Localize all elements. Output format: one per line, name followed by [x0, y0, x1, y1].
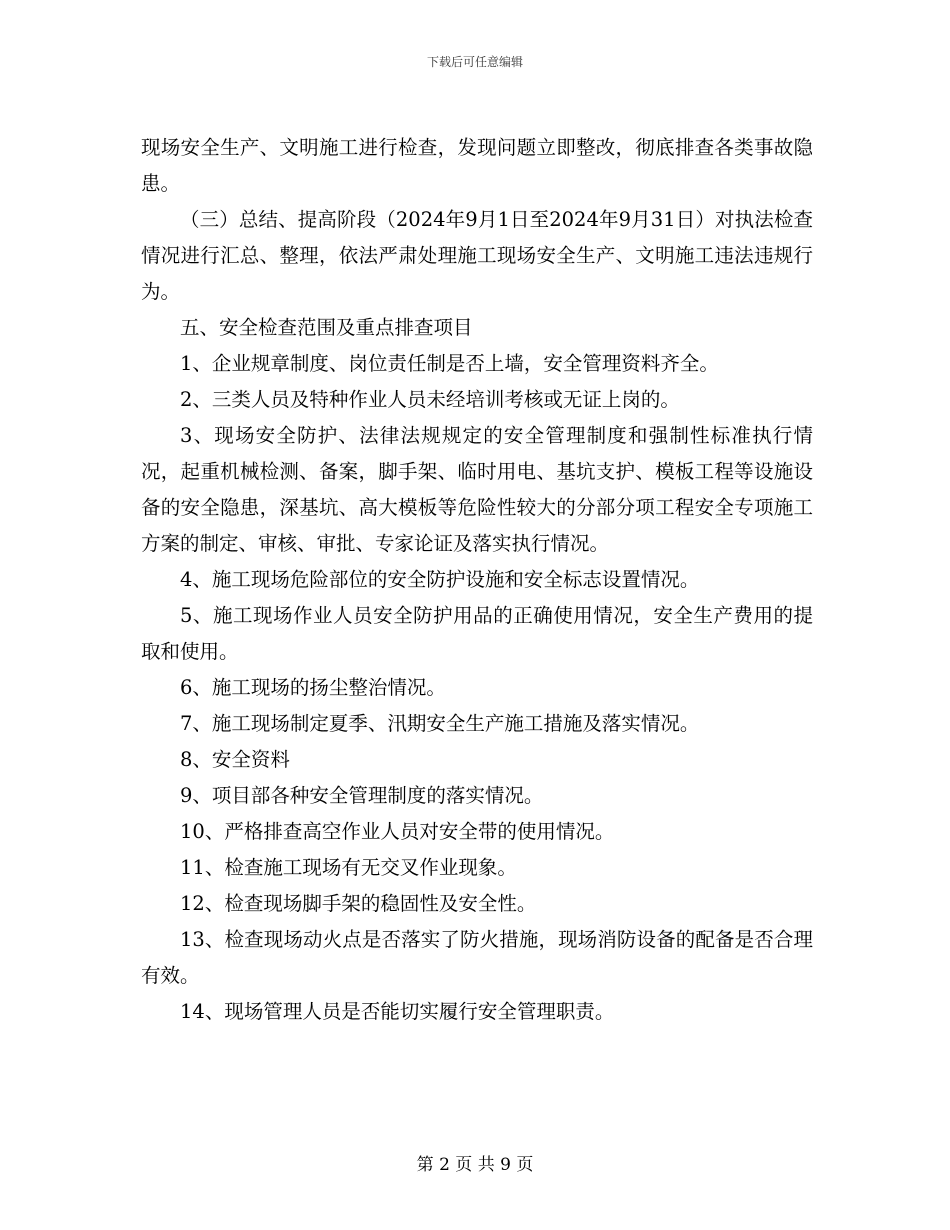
list-item: 14、现场管理人员是否能切实履行安全管理职责。	[180, 1000, 615, 1023]
page-header: 下载后可任意编辑	[426, 55, 523, 69]
list-item: 11、检查施工现场有无交叉作业现象。	[180, 856, 517, 879]
list-item: 1、企业规章制度、岗位责任制是否上墙，安全管理资料齐全。	[180, 352, 719, 375]
list-item: 2、三类人员及特种作业人员未经培训考核或无证上岗的。	[180, 388, 680, 411]
list-item: 10、严格排查高空作业人员对安全带的使用情况。	[180, 820, 615, 843]
page-number-footer: 第 2 页 共 9 页	[416, 1155, 534, 1175]
paragraph-continuation: 现场安全生产、文明施工进行检查，发现问题立即整改，彻底排查各类事故隐患。	[141, 136, 813, 195]
list-item: 5、施工现场作业人员安全防护用品的正确使用情况，安全生产费用的提取和使用。	[141, 604, 813, 663]
list-item: 12、检查现场脚手架的稳固性及安全性。	[180, 892, 537, 915]
list-item: 9、项目部各种安全管理制度的落实情况。	[180, 784, 544, 807]
list-item: 7、施工现场制定夏季、汛期安全生产施工措施及落实情况。	[180, 712, 700, 735]
list-item: 3、现场安全防护、法律法规规定的安全管理制度和强制性标准执行情况，起重机械检测、备案，脚手架、临时用电、基坑支护、模板工程等设施设备的安全隐患，深基坑、高大模板等危险性较大的分部分项工程安全专项施工方案的制定、审核、审批、专家论证及落实执行情况。	[141, 424, 813, 555]
list-item: 13、检查现场动火点是否落实了防火措施，现场消防设备的配备是否合理有效。	[141, 928, 813, 987]
list-item: 4、施工现场危险部位的安全防护设施和安全标志设置情况。	[180, 568, 700, 591]
document-body	[141, 130, 813, 1030]
list-item: 8、安全资料	[180, 748, 290, 771]
section-heading-inspection-scope: 五、安全检查范围及重点排查项目	[180, 316, 473, 339]
paragraph-stage-three: （三）总结、提高阶段（2024年9月1日至2024年9月31日）对执法检查情况进行汇总、整理，依法严肃处理施工现场安全生产、文明施工违法违规行为。	[141, 208, 813, 303]
list-item: 6、施工现场的扬尘整治情况。	[180, 676, 446, 699]
